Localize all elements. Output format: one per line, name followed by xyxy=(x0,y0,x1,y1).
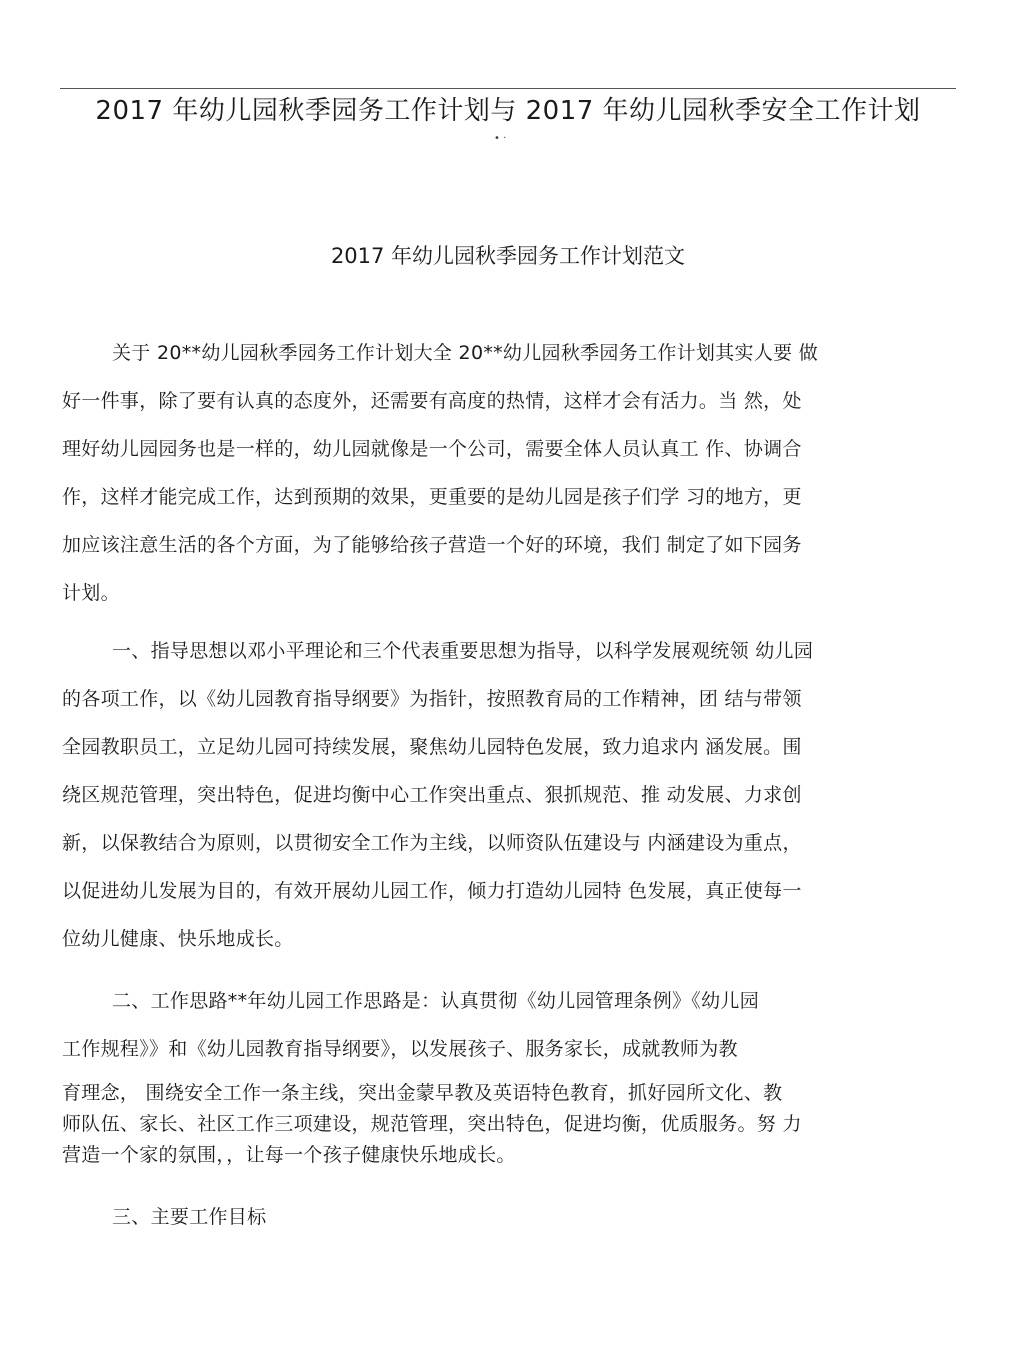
paragraph-line: 作，这样才能完成工作，达到预期的效果，更重要的是幼儿园是孩子们学 习的地方，更 xyxy=(62,486,802,508)
paragraph-line: 师队伍、家长、社区工作三项建设，规范管理，突出特色，促进均衡，优质服务。努 力 xyxy=(62,1113,802,1135)
paragraph-line: 的各项工作，以《幼儿园教育指导纲要》为指针，按照教育局的工作精神，团 结与带领 xyxy=(62,688,802,710)
paragraph-line: 好一件事，除了要有认真的态度外，还需要有高度的热情，这样才会有活力。当 然，处 xyxy=(62,390,802,412)
paragraph-line: 工作规程》》和《幼儿园教育指导纲要》，以发展孩子、服务家长，成就教师为教 xyxy=(62,1038,738,1060)
paragraph-line: 二、工作思路**年幼儿园工作思路是：认真贯彻《幼儿园管理条例》《幼儿园 xyxy=(112,990,760,1012)
paragraph-line: 新，以保教结合为原则，以贯彻安全工作为主线，以师资队伍建设与 内涵建设为重点， xyxy=(62,832,802,854)
paragraph-line: 育理念， 围绕安全工作一条主线，突出金蒙早教及英语特色教育，抓好园所文化、教 xyxy=(62,1082,783,1104)
paragraph-line: 绕区规范管理，突出特色，促进均衡中心工作突出重点、狠抓规范、推 动发展、力求创 xyxy=(62,784,802,806)
paragraph-line: 以促进幼儿发展为目的，有效开展幼儿园工作，倾力打造幼儿园特 色发展，真正使每一 xyxy=(62,880,802,902)
section-heading-text: 三、主要工作目标 xyxy=(112,1206,267,1228)
paragraph-work-approach xyxy=(62,984,962,1080)
paragraph-line: 计划。 xyxy=(62,582,120,604)
paragraph-work-approach-continued xyxy=(62,1078,962,1171)
paragraph-line: 加应该注意生活的各个方面，为了能够给孩子营造一个好的环境，我们 制定了如下园务 xyxy=(62,534,802,556)
paragraph-guiding-ideology xyxy=(62,634,962,970)
paragraph-line: 全园教职员工，立足幼儿园可持续发展，聚焦幼儿园特色发展，致力追求内 涵发展。围 xyxy=(62,736,802,758)
document-title: 2017 年幼儿园秋季园务工作计划与 2017 年幼儿园秋季安全工作计划 xyxy=(95,96,921,126)
section-subtitle: 2017 年幼儿园秋季园务工作计划范文 xyxy=(330,244,686,268)
paragraph-line: 关于 20**幼儿园秋季园务工作计划大全 20**幼儿园秋季园务工作计划其实人要 做 xyxy=(112,342,819,364)
paragraph-line: 位幼儿健康、快乐地成长。 xyxy=(62,928,294,950)
paragraph-line: 营造一个家的氛围，，让每一个孩子健康快乐地成长。 xyxy=(62,1144,516,1166)
paragraph-line: 一、指导思想以邓小平理论和三个代表重要思想为指导，以科学发展观统领 幼儿园 xyxy=(112,640,814,662)
paragraph-line: 理好幼儿园园务也是一样的，幼儿园就像是一个公司，需要全体人员认真工 作、协调合 xyxy=(62,438,802,460)
title-dot-mark: • · xyxy=(494,133,507,144)
section-heading-main-goals xyxy=(62,1200,962,1234)
paragraph-intro xyxy=(62,336,962,624)
header-rule xyxy=(60,88,956,89)
